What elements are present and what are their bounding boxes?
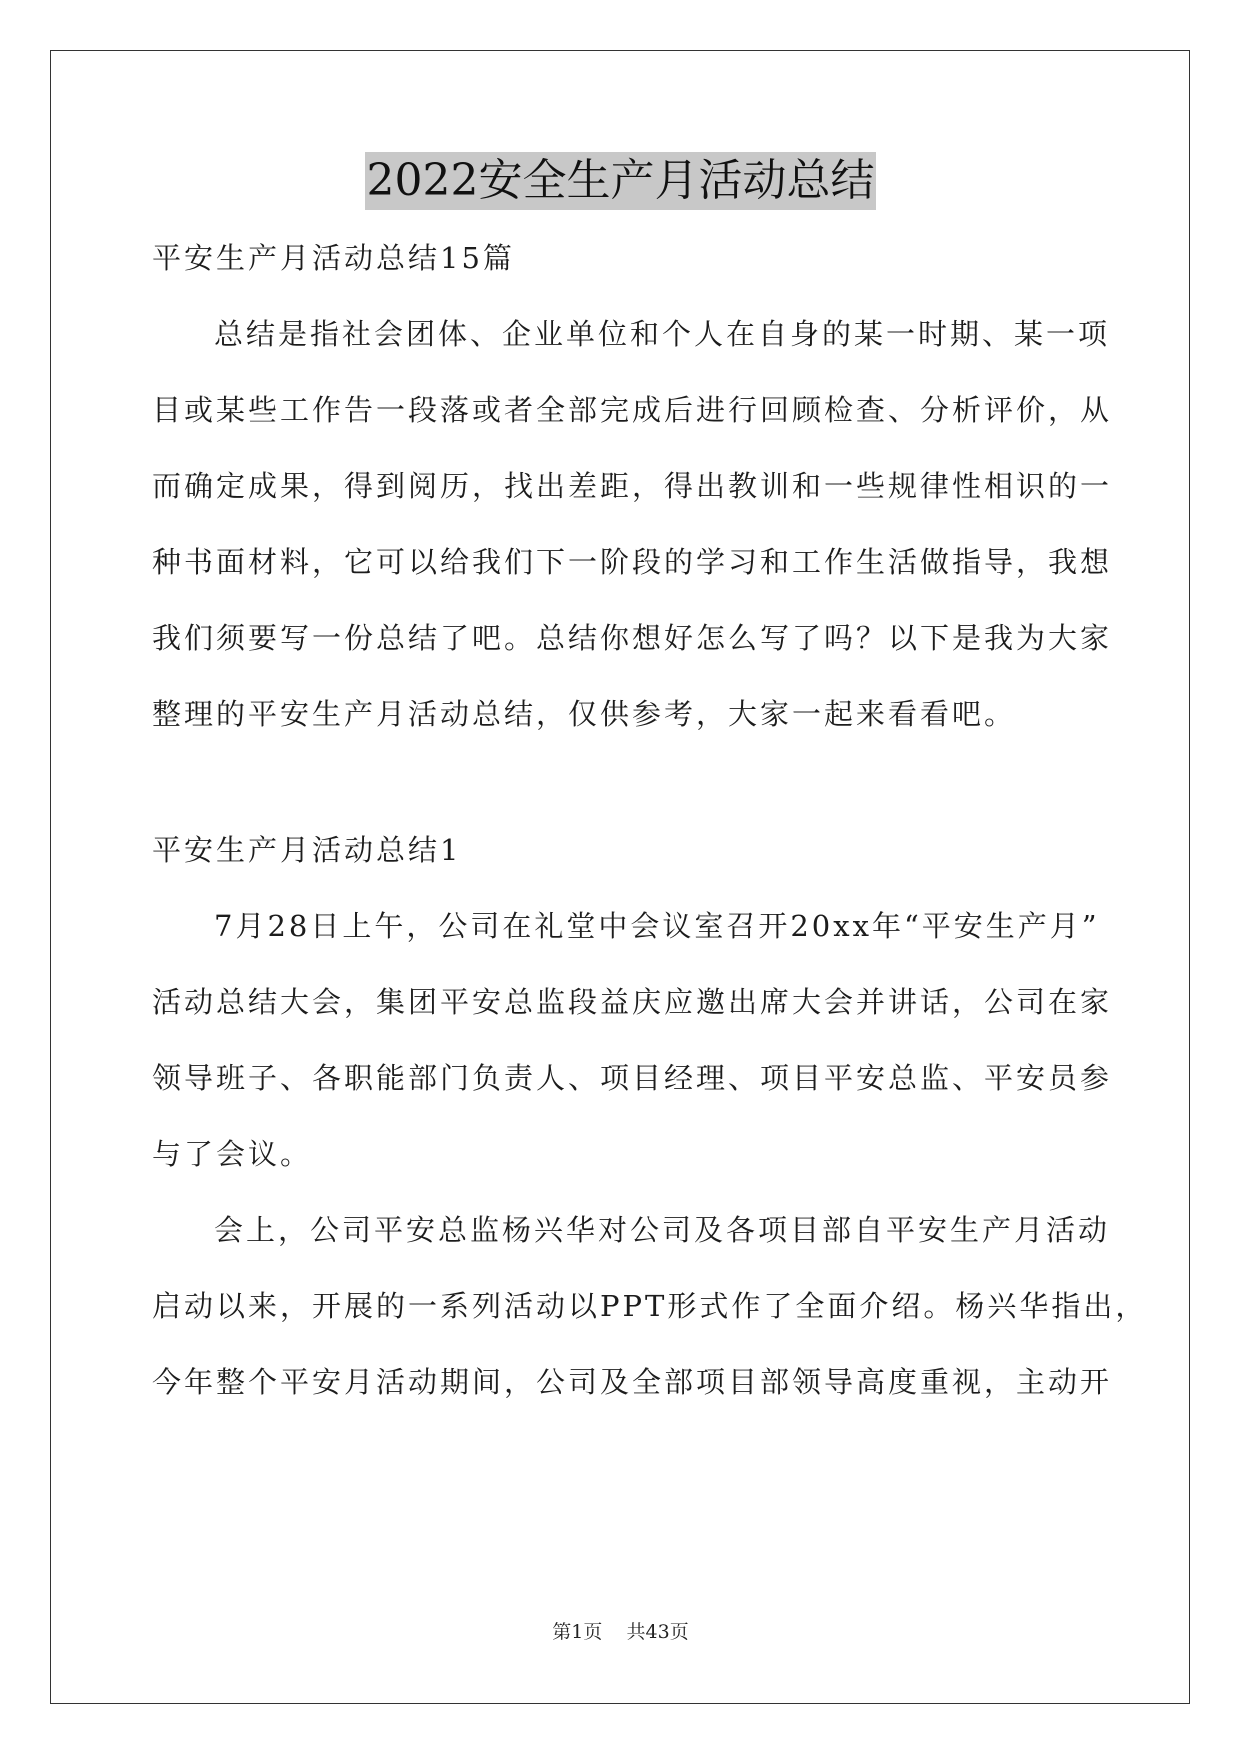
paragraph-line: 与了会议。: [152, 1137, 313, 1171]
page-number: 第1页: [552, 1621, 603, 1643]
document-title: 2022安全生产月活动总结: [365, 152, 877, 210]
paragraph-line: 7月28日上午，公司在礼堂中会议室召开20xx年“平安生产月”: [214, 909, 1100, 943]
subtitle-line: 平安生产月活动总结15篇: [152, 241, 515, 275]
section-heading: 平安生产月活动总结1: [152, 833, 462, 867]
paragraph-line: 目或某些工作告一段落或者全部完成后进行回顾检查、分析评价，从: [152, 393, 1113, 427]
page-total: 共43页: [626, 1621, 689, 1643]
paragraph-line: 活动总结大会，集团平安总监段益庆应邀出席大会并讲话，公司在家: [152, 985, 1113, 1019]
paragraph-line: 整理的平安生产月活动总结，仅供参考，大家一起来看看吧。: [152, 697, 1017, 731]
paragraph-line: 今年整个平安月活动期间，公司及全部项目部领导高度重视，主动开: [152, 1365, 1113, 1399]
page-border: [50, 50, 1190, 1704]
paragraph-line: 会上，公司平安总监杨兴华对公司及各项目部自平安生产月活动: [214, 1213, 1111, 1247]
paragraph-line: 领导班子、各职能部门负责人、项目经理、项目平安总监、平安员参: [152, 1061, 1113, 1095]
paragraph-line: 而确定成果，得到阅历，找出差距，得出教训和一些规律性相识的一: [152, 469, 1113, 503]
paragraph-line: 总结是指社会团体、企业单位和个人在自身的某一时期、某一项: [214, 317, 1111, 351]
paragraph-line: 种书面材料，它可以给我们下一阶段的学习和工作生活做指导，我想: [152, 545, 1113, 579]
title-container: [0, 152, 1241, 210]
page-footer: [0, 1619, 1241, 1645]
paragraph-line: 启动以来，开展的一系列活动以PPT形式作了全面介绍。杨兴华指出，: [152, 1289, 1148, 1323]
paragraph-line: 我们须要写一份总结了吧。总结你想好怎么写了吗？以下是我为大家: [152, 621, 1113, 655]
